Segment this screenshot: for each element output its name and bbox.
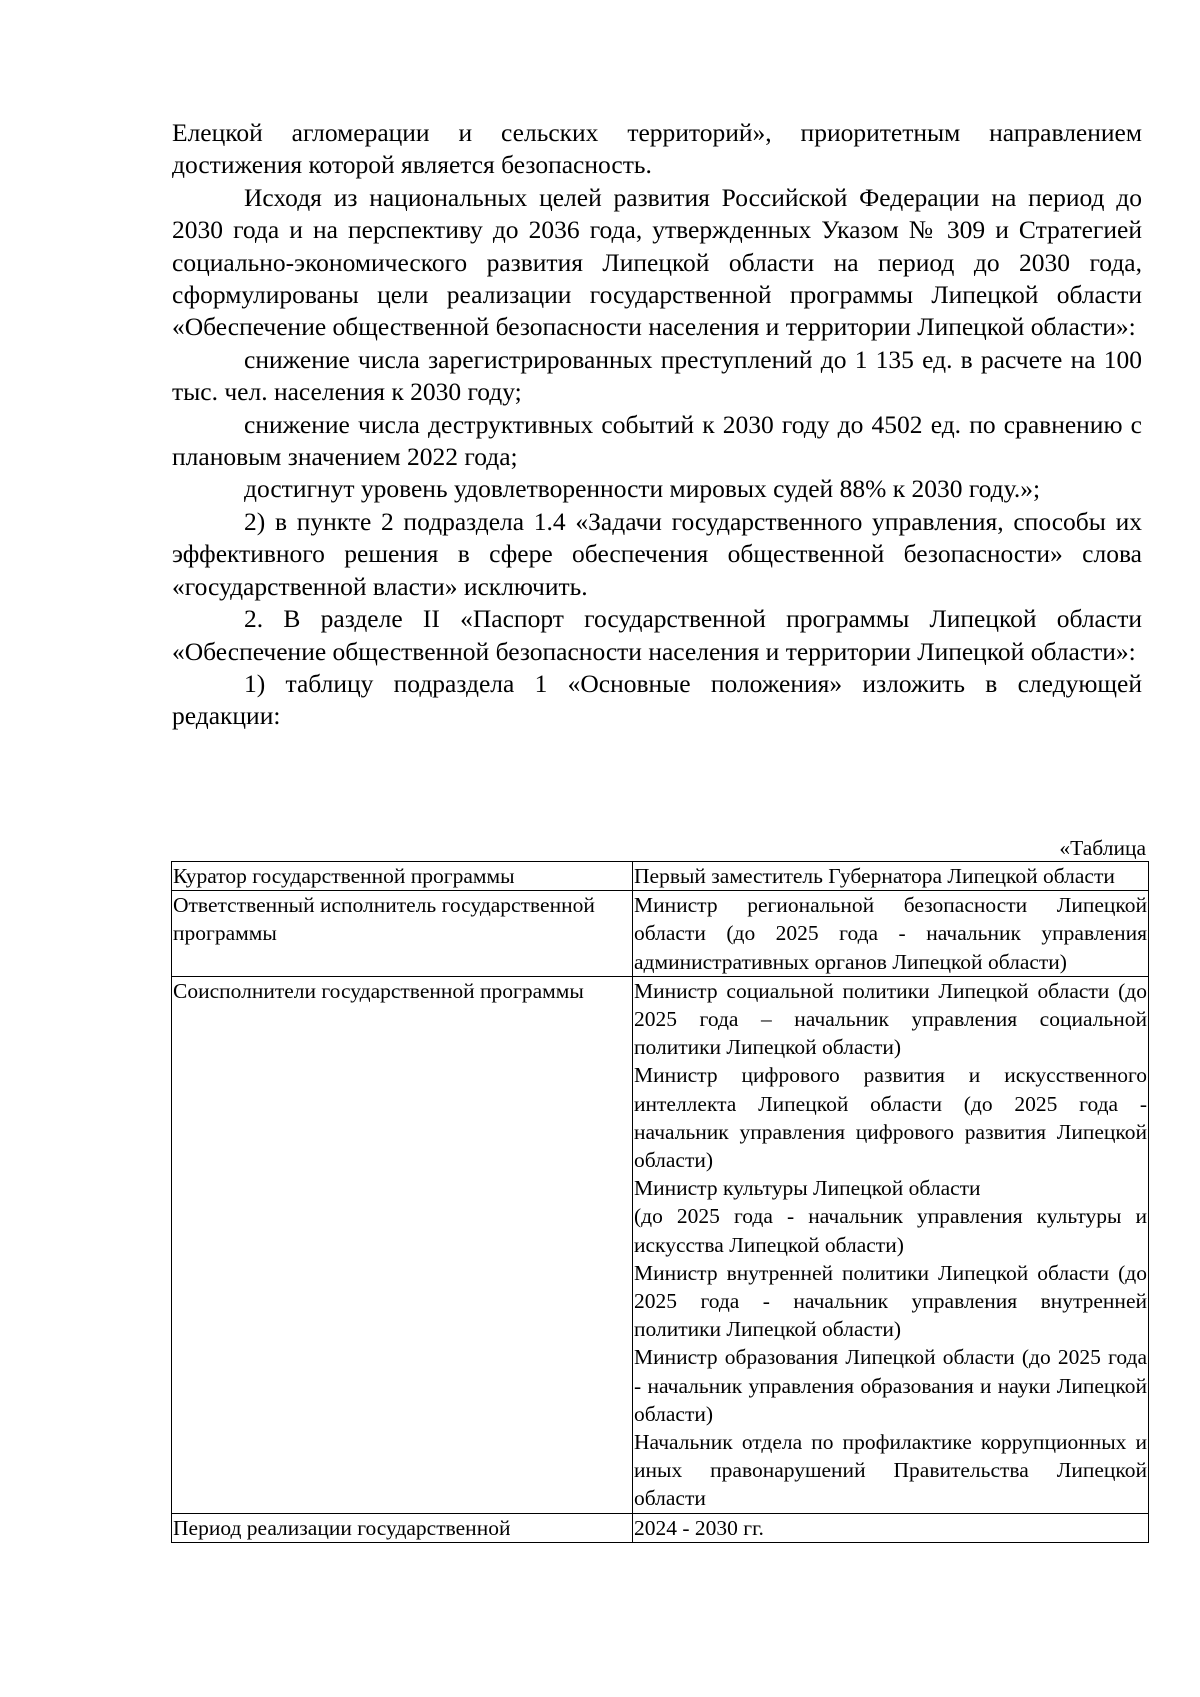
table-row [172, 1513, 1149, 1542]
paragraph: Исходя из национальных целей развития Российской Федерации на период до 2030 года и на перспективу до 2036 года, утвержденных Указом № 309 и Стратегией социально-экономического развития Липецкой области на период до 2030 года, сформулированы цели реализации государственной программы Липецкой области «Обеспечение общественной безопасности населения и территории Липецкой области»: [172, 182, 1142, 342]
row-value-line: Министр образования Липецкой области (до 2025 года - начальник управления образования и науки Липецкой области) [634, 1345, 1147, 1426]
row-value-line: Министр внутренней политики Липецкой области (до 2025 года - начальник управления внутренней политики Липецкой области) [634, 1260, 1147, 1342]
row-value-line: Министр региональной безопасности Липецкой области (до 2025 года - начальник управления административных органов Липецкой области) [634, 893, 1147, 974]
paragraph: Елецкой агломерации и сельских территорий», приоритетным направлением достижения которой является безопасность. [172, 118, 1142, 180]
table-row [172, 891, 1149, 977]
row-value-line: Министр цифрового развития и искусственного интеллекта Липецкой области (до 2025 года - начальник управления цифрового развития Липецкой области) [634, 1063, 1147, 1173]
row-label-cell: Куратор государственной программы [172, 862, 633, 891]
row-value-cell [633, 862, 1149, 891]
row-label-cell: Соисполнители государственной программы [172, 976, 633, 1513]
paragraph: снижение числа деструктивных событий к 2030 году до 4502 ед. по сравнению с плановым значением 2022 года; [172, 409, 1142, 472]
row-value-line: (до 2025 года - начальник управления культуры и искусства Липецкой области) [634, 1204, 1147, 1257]
table-caption: «Таблица [1059, 836, 1146, 860]
paragraph: снижение числа зарегистрированных преступлений до 1 135 ед. в расчете на 100 тыс. чел. населения к 2030 году; [172, 344, 1142, 407]
row-label-cell: Период реализации государственной [172, 1513, 633, 1542]
row-value-cell [633, 891, 1149, 977]
row-value-line: Министр социальной политики Липецкой области (до 2025 года – начальник управления социальной политики Липецкой области) [634, 978, 1147, 1060]
paragraph: достигнут уровень удовлетворенности мировых судей 88% к 2030 году.»; [244, 474, 1041, 504]
row-label-cell: Ответственный исполнитель государственной программы [172, 891, 633, 977]
row-value-cell [633, 976, 1149, 1513]
row-value-line: Начальник отдела по профилактике коррупционных и иных правонарушений Правительства Липецкой области [634, 1430, 1147, 1511]
row-value-line: Министр культуры Липецкой области [634, 1176, 981, 1201]
paragraph: 2. В разделе II «Паспорт государственной программы Липецкой области «Обеспечение общественной безопасности населения и территории Липецкой области»: [172, 604, 1142, 666]
passport-table [171, 861, 1149, 1543]
table-row [172, 976, 1149, 1513]
table-row [172, 862, 1149, 891]
paragraph: 1) таблицу подраздела 1 «Основные положения» изложить в следующей редакции: [172, 668, 1142, 731]
paragraph: 2) в пункте 2 подраздела 1.4 «Задачи государственного управления, способы их эффективного решения в сфере обеспечения общественной безопасности» слова «государственной власти» исключить. [172, 506, 1142, 601]
row-value-line: 2024 - 2030 гг. [634, 1515, 764, 1540]
row-value-line: Первый заместитель Губернатора Липецкой области [634, 864, 1115, 888]
body-text [172, 117, 1142, 733]
row-value-cell [633, 1513, 1149, 1542]
